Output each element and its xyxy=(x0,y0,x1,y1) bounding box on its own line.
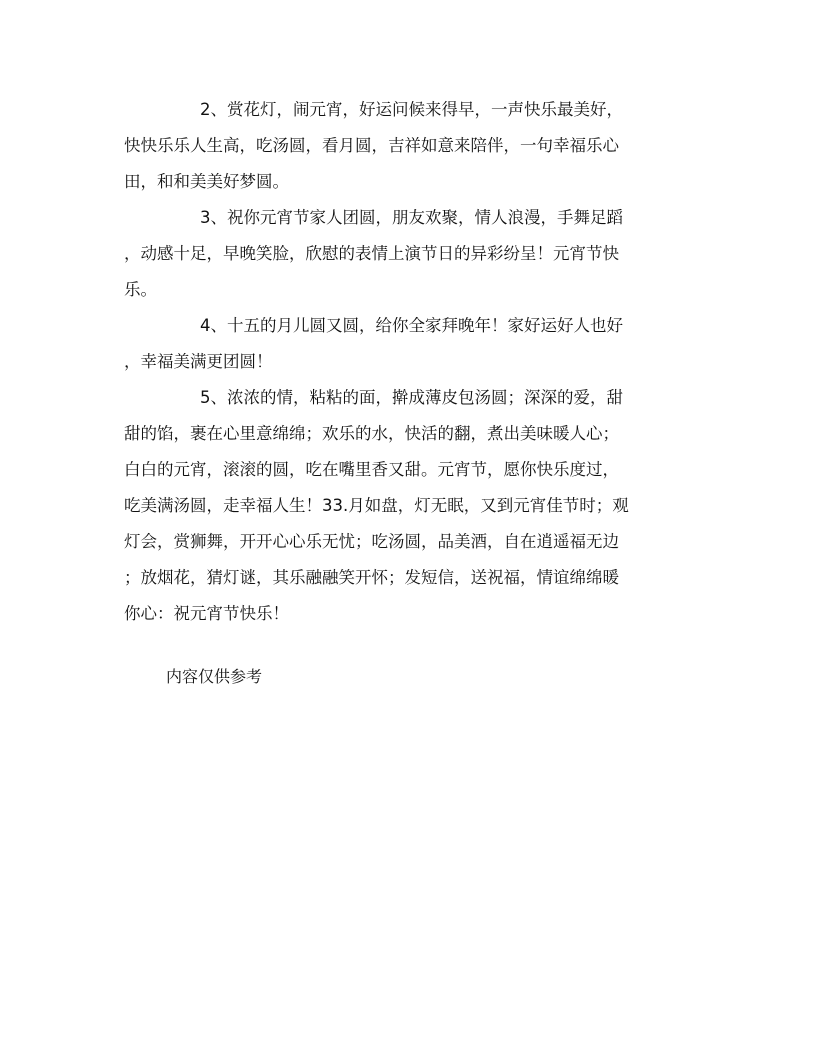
paragraph-2-line-1: 2、赏花灯，闹元宵，好运问候来得早，一声快乐最美好， xyxy=(200,100,623,119)
reference-note: 内容仅供参考 xyxy=(166,667,263,686)
paragraph-2-line-2: 快快乐乐人生高，吃汤圆，看月圆，吉祥如意来陪伴，一句幸福乐心 xyxy=(124,136,619,155)
paragraph-3-line-2: ，动感十足，早晚笑脸，欣慰的表情上演节日的异彩纷呈！元宵节快 xyxy=(124,244,619,263)
paragraph-3-line-3: 乐。 xyxy=(124,280,157,299)
paragraph-5-line-3: 白白的元宵，滚滚的圆，吃在嘴里香又甜。元宵节，愿你快乐度过， xyxy=(124,460,619,479)
paragraph-5-line-2: 甜的馅，裹在心里意绵绵；欢乐的水，快活的翻，煮出美味暖人心； xyxy=(124,424,619,443)
paragraph-5-line-1: 5、浓浓的情，粘粘的面，擀成薄皮包汤圆；深深的爱，甜 xyxy=(200,388,623,407)
paragraph-4-line-2: ，幸福美满更团圆！ xyxy=(124,352,273,371)
paragraph-5-line-5: 灯会，赏狮舞，开开心心乐无忧；吃汤圆，品美酒，自在逍遥福无边 xyxy=(124,532,619,551)
paragraph-5-line-7: 你心：祝元宵节快乐！ xyxy=(124,604,289,623)
paragraph-5-line-4: 吃美满汤圆，走幸福人生！33.月如盘，灯无眠，又到元宵佳节时；观 xyxy=(124,496,629,515)
paragraph-4-line-1: 4、十五的月儿圆又圆，给你全家拜晚年！家好运好人也好 xyxy=(200,316,623,335)
paragraph-3-line-1: 3、祝你元宵节家人团圆，朋友欢聚，情人浪漫，手舞足蹈 xyxy=(200,208,623,227)
paragraph-2-line-3: 田，和和美美好梦圆。 xyxy=(124,172,289,191)
paragraph-5-line-6: ；放烟花，猜灯谜，其乐融融笑开怀；发短信，送祝福，情谊绵绵暖 xyxy=(124,568,619,587)
